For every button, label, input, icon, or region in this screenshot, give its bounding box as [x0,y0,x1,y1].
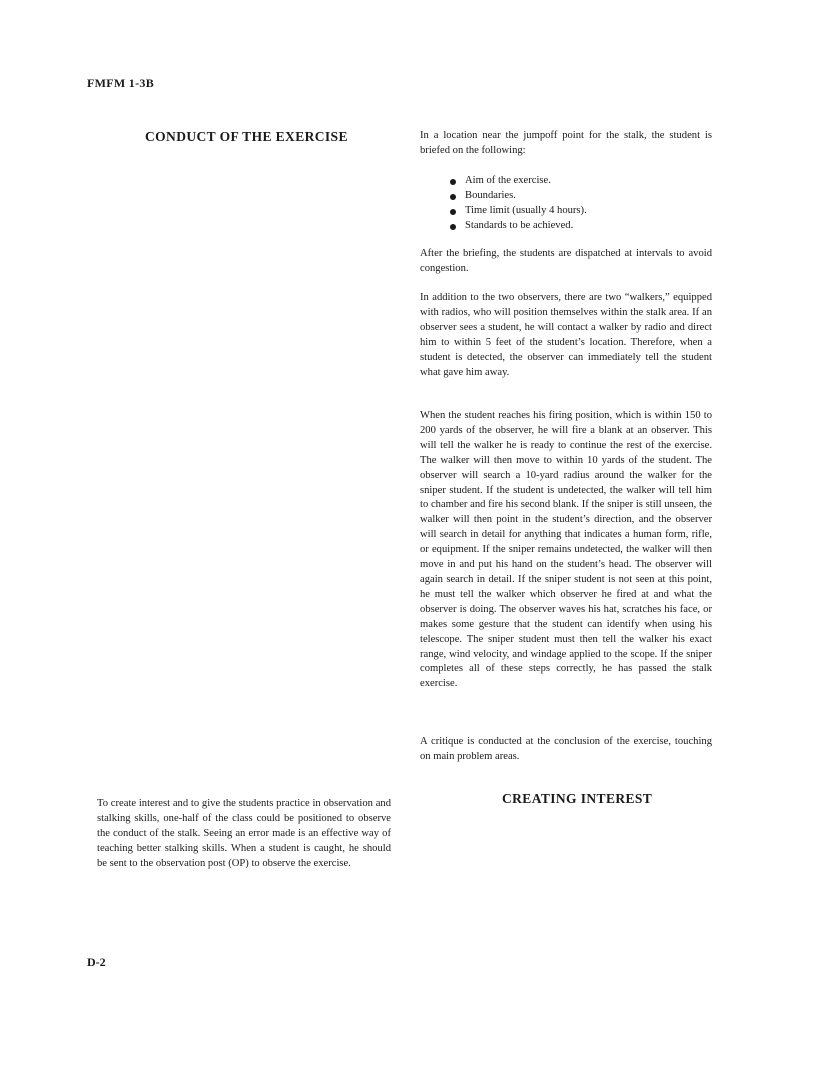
paragraph-firing-position: When the student reaches his firing position, which is within 150 to 200 yards of the observer, he will fire a blank at an observer. This will tell the walker he is ready to continue the rest of the exercise. The walker will then move to within 10 yards of the student. The observer will search a 10-yard radius around the walker for the sniper student. If the student is undetected, the walker will tell him to chamber and fire his second blank. If the sniper is still unseen, the walker will then point in the student’s direction, and the observer will search in detail for anything that indicates a human form, rifle, or equipment. If the sniper remains undetected, the walker will then move in and put his hand on the student’s head. The observer will again search in detail. If the sniper student is not seen at this point, he must tell the walker which observer he fired at and what the observer is doing. The observer waves his hat, scratches his face, or makes some gesture that the student can identify when using his telescope. The sniper student must then tell the walker his exact range, wind velocity, and windage applied to the scope. If the sniper completes all of these steps correctly, he has passed the stalk exercise. [420,410,712,690]
bullet-icon [450,179,456,185]
bullet-icon [450,209,456,215]
list-item-text: Standards to be achieved. [465,219,574,231]
paragraph-critique: A critique is conducted at the conclusion of the exercise, touching on main problem areas. [420,736,712,762]
briefing-list [450,174,587,234]
list-item [450,189,587,204]
bullet-icon [450,194,456,200]
paragraph-creating-interest: To create interest and to give the students practice in observation and stalking skills, one-half of the class could be positioned to observe the conduct of the stalk. Seeing an error made is an effective way of teaching better stalking skills. When a student is caught, he should be sent to the observation post (OP) to observe the exercise. [97,798,391,869]
paragraph-intro: In a location near the jumpoff point for the stalk, the student is briefed on the following: [420,130,712,156]
list-item-text: Time limit (usually 4 hours). [465,204,587,216]
list-item-text: Boundaries. [465,189,516,201]
list-item [450,174,587,189]
document-code: FMFM 1-3B [87,76,155,90]
list-item [450,204,587,219]
bullet-icon [450,224,456,230]
list-item [450,219,587,234]
list-item-text: Aim of the exercise. [465,175,551,186]
paragraph-walkers: In addition to the two observers, there are two “walkers,” equipped with radios, who will position themselves within the stalk area. If an observer sees a student, he will contact a walker by radio and direct him to within 5 feet of the student’s location. Therefore, when a student is detected, the observer can immediately tell the student what gave him away. [420,292,712,378]
paragraph-briefing: After the briefing, the students are dispatched at intervals to avoid congestion. [420,248,712,274]
section-title-creating-interest: CREATING INTEREST [502,791,653,806]
page-number: D-2 [87,955,106,969]
section-title-conduct: CONDUCT OF THE EXERCISE [145,129,348,144]
